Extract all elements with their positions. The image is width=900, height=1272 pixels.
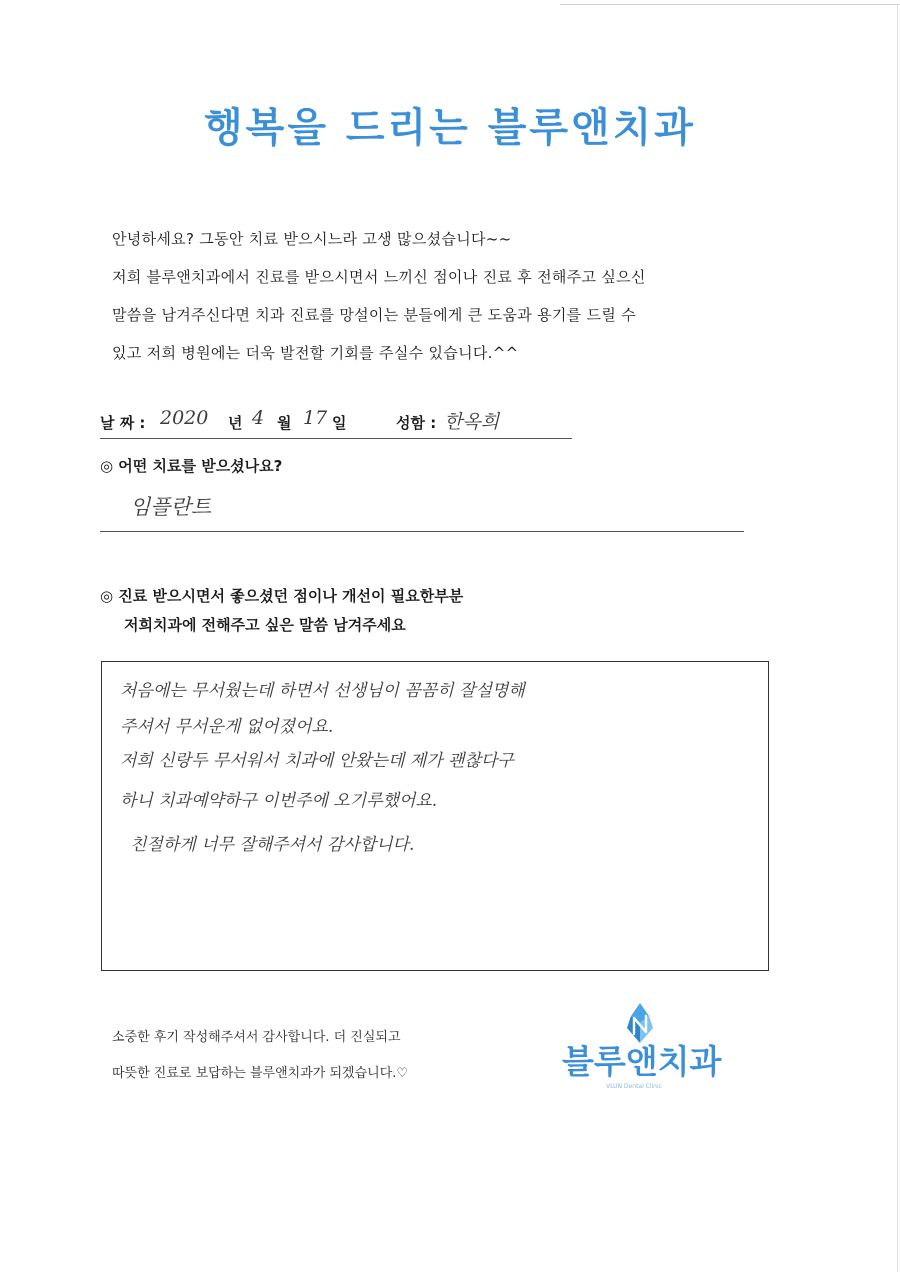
page-edge-right (897, 4, 898, 1272)
name-label: 성함 : (396, 414, 437, 432)
question-feedback-line1: ◎ 진료 받으시면서 좋으셨던 점이나 개선이 필요한부분 (100, 587, 464, 605)
intro-line: 저희 블루앤치과에서 진료를 받으시면서 느끼신 점이나 진료 후 전해주고 싶으신 (112, 268, 646, 286)
date-label: 날 짜 : (100, 414, 146, 432)
clinic-logo (556, 1002, 726, 1098)
treatment-answer: 임플란트 (130, 495, 212, 519)
question-treatment: ◎ 어떤 치료를 받으셨나요? (100, 457, 283, 475)
name-value: 한옥희 (444, 411, 500, 433)
month-unit: 월 (277, 414, 292, 432)
footer-line: 따뜻한 진료로 보답하는 블루앤치과가 되겠습니다.♡ (112, 1066, 409, 1081)
review-box (101, 661, 769, 971)
intro-line: 있고 저희 병원에는 더욱 발전할 기회를 주실수 있습니다.^^ (112, 344, 519, 362)
question-feedback-line2: 저희치과에 전해주고 싶은 말씀 남겨주세요 (124, 616, 406, 634)
review-line: 하니 치과예약하구 이번주에 오기루했어요. (120, 791, 438, 811)
page-edge-top (560, 4, 900, 5)
intro-line: 안녕하세요? 그동안 치료 받으시느라 고생 많으셨습니다~~ (112, 230, 512, 248)
day-unit: 일 (332, 414, 347, 432)
day-value: 17 (303, 407, 328, 429)
review-line: 처음에는 무서웠는데 하면서 선생님이 꼼꼼히 잘설명해 (120, 681, 525, 701)
answer-underline (100, 531, 744, 532)
review-line: 친절하게 너무 잘해주셔서 감사합니다. (130, 835, 415, 855)
page-title: 행복을 드리는 블루앤치과 (204, 105, 696, 151)
footer-line: 소중한 후기 작성해주셔서 감사합니다. 더 진실되고 (112, 1030, 401, 1045)
logo-name: 블루앤치과 (562, 1042, 722, 1081)
logo-subtitle: VLUN Dental Clinic (606, 1083, 662, 1090)
date-name-row (100, 406, 572, 439)
year-value: 2020 (160, 407, 209, 429)
year-unit: 년 (228, 414, 243, 432)
intro-line: 말씀을 남겨주신다면 치과 진료를 망설이는 분들에게 큰 도움과 용기를 드릴 수 (112, 306, 636, 324)
review-line: 주셔서 무서운게 없어졌어요. (120, 717, 334, 737)
month-value: 4 (252, 407, 265, 429)
review-line: 저희 신랑두 무서워서 치과에 안왔는데 제가 괜찮다구 (120, 751, 514, 771)
